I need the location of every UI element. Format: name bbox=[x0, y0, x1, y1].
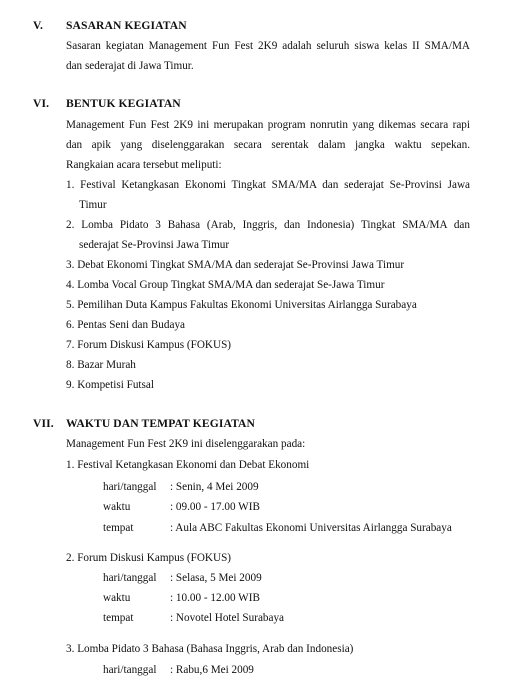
list-item: 5. Pemilihan Duta Kampus Fakultas Ekonomi Universitas Airlangga Surabaya bbox=[66, 299, 417, 311]
list-item: 4. Lomba Vocal Group Tingkat SMA/MA dan sederajat Se-Jawa Timur bbox=[66, 279, 385, 291]
section-title: WAKTU DAN TEMPAT KEGIATAN bbox=[66, 417, 255, 430]
event-title: 1. Festival Ketangkasan Ekonomi dan Debat Ekonomi bbox=[66, 459, 310, 471]
list-item: 1. Festival Ketangkasan Ekonomi Tingkat SMA/MA dan sederajat Se-Provinsi Jawa bbox=[66, 179, 470, 191]
field-label: hari/tanggal bbox=[103, 664, 157, 676]
list-item: 6. Pentas Seni dan Budaya bbox=[66, 319, 186, 331]
paragraph-line: Management Fun Fest 2K9 ini merupakan program nonrutin yang dikemas secara rapi bbox=[66, 119, 470, 131]
field-label: tempat bbox=[103, 612, 134, 624]
field-value: : Novotel Hotel Surabaya bbox=[170, 612, 285, 624]
list-item: 3. Debat Ekonomi Tingkat SMA/MA dan sederajat Se-Provinsi Jawa Timur bbox=[66, 259, 405, 271]
field-label: waktu bbox=[103, 592, 131, 604]
list-item: 8. Bazar Murah bbox=[66, 359, 136, 371]
section-number: V. bbox=[33, 19, 43, 32]
list-item: 7. Forum Diskusi Kampus (FOKUS) bbox=[66, 339, 232, 351]
paragraph-line: Management Fun Fest 2K9 ini diselenggarakan pada: bbox=[66, 438, 306, 450]
list-item-continuation: Timur bbox=[79, 199, 107, 211]
field-label: hari/tanggal bbox=[103, 481, 157, 493]
list-item-continuation: sederajat Se-Provinsi Jawa Timur bbox=[79, 239, 230, 251]
field-value: : Selasa, 5 Mei 2009 bbox=[170, 572, 262, 584]
paragraph-line: dan apik yang diselenggarakan secara serentak dalam jangka waktu sepekan. bbox=[66, 139, 470, 151]
field-label: hari/tanggal bbox=[103, 572, 157, 584]
field-value: : Senin, 4 Mei 2009 bbox=[170, 481, 259, 493]
field-value: : Aula ABC Fakultas Ekonomi Universitas Airlangga Surabaya bbox=[170, 522, 452, 534]
section-title: BENTUK KEGIATAN bbox=[66, 97, 181, 110]
field-label: tempat bbox=[103, 522, 134, 534]
event-title: 2. Forum Diskusi Kampus (FOKUS) bbox=[66, 552, 232, 564]
list-item: 9. Kompetisi Futsal bbox=[66, 379, 154, 391]
field-value: : 10.00 - 12.00 WIB bbox=[170, 592, 260, 604]
field-value: : 09.00 - 17.00 WIB bbox=[170, 501, 260, 513]
field-label: waktu bbox=[103, 501, 131, 513]
section-number: VI. bbox=[33, 97, 50, 110]
field-value: : Rabu,6 Mei 2009 bbox=[170, 664, 254, 676]
section-number: VII. bbox=[33, 417, 54, 430]
section-title: SASARAN KEGIATAN bbox=[66, 19, 187, 32]
list-item: 2. Lomba Pidato 3 Bahasa (Arab, Inggris, dan Indonesia) Tingkat SMA/MA dan bbox=[66, 219, 470, 231]
paragraph-line: Rangkaian acara tersebut meliputi: bbox=[66, 159, 222, 171]
paragraph-line: Sasaran kegiatan Management Fun Fest 2K9 adalah seluruh siswa kelas II SMA/MA bbox=[66, 40, 470, 52]
paragraph-line: dan sederajat di Jawa Timur. bbox=[66, 60, 194, 72]
event-title: 3. Lomba Pidato 3 Bahasa (Bahasa Inggris, Arab dan Indonesia) bbox=[66, 643, 354, 655]
